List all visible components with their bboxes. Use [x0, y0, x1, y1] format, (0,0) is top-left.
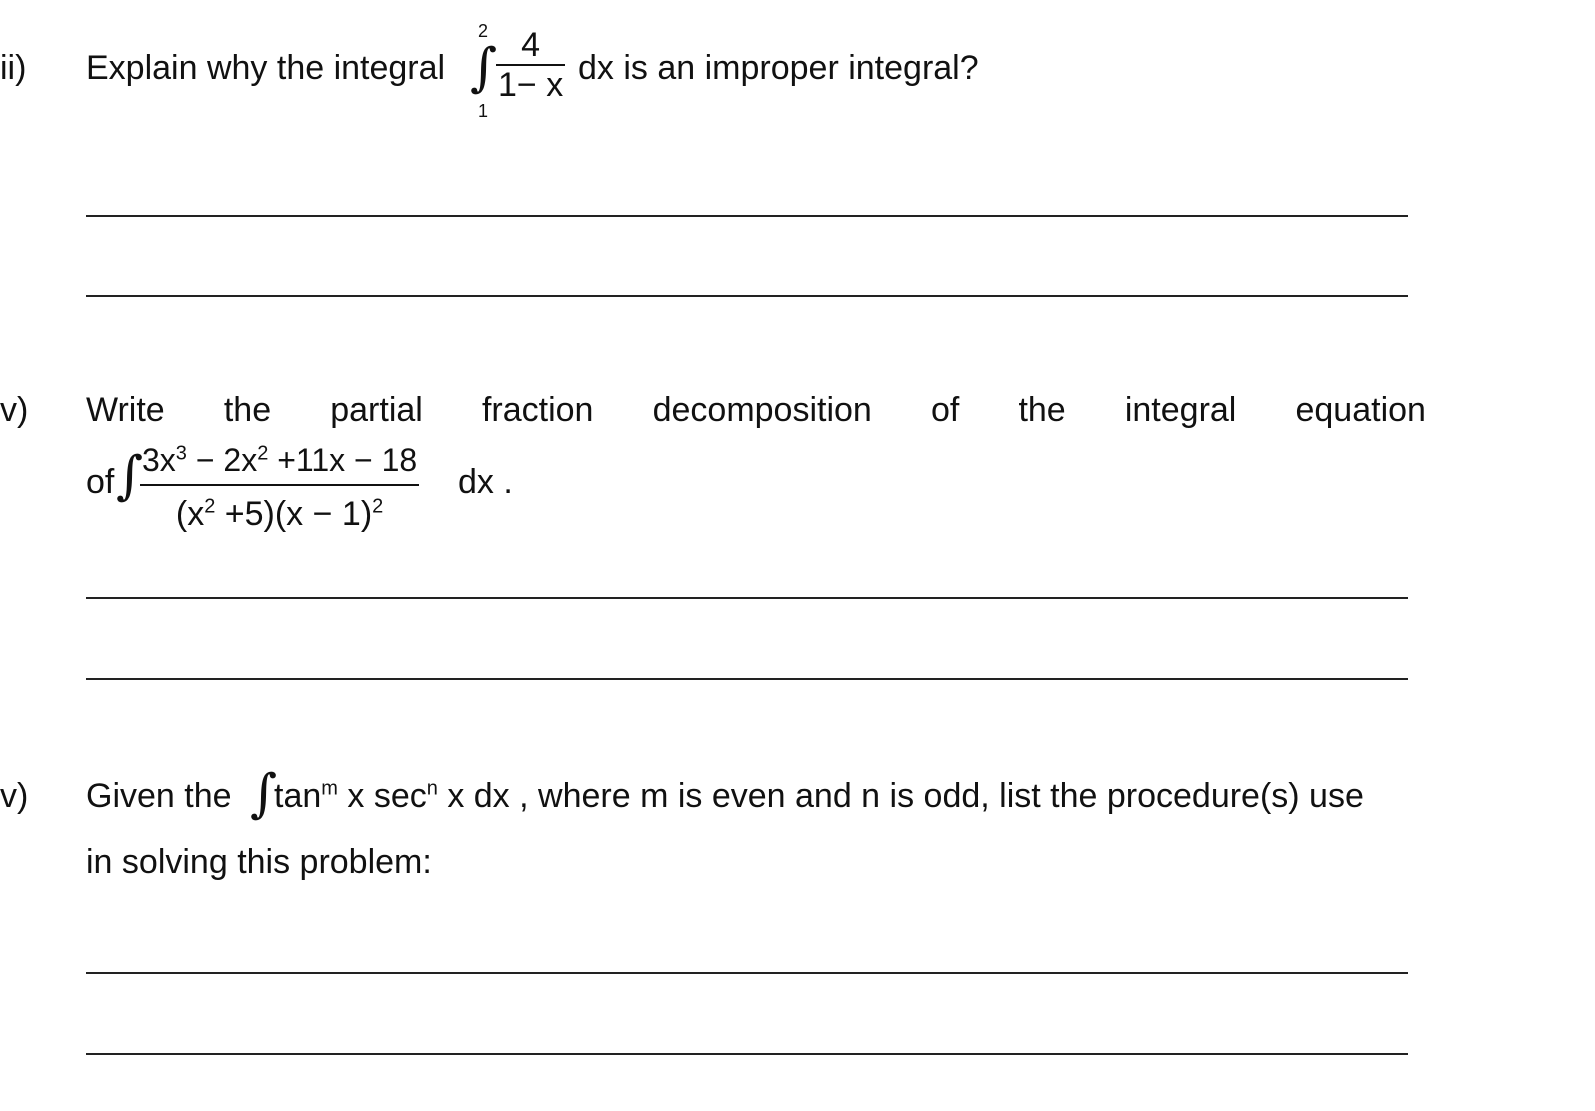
- integral-sign: ∫: [470, 38, 498, 98]
- term: (x: [175, 495, 205, 533]
- integral-sign: ∫: [250, 764, 278, 824]
- answer-line[interactable]: [86, 215, 1408, 217]
- integral-upper-limit: 2: [478, 21, 489, 41]
- term: − 2x: [186, 442, 258, 478]
- question-5-expression: [274, 776, 1364, 816]
- question-3-integral: [468, 18, 588, 121]
- word: the: [223, 391, 272, 429]
- term: 3x: [142, 442, 176, 478]
- answer-line[interactable]: [86, 1053, 1408, 1055]
- exponent: 3: [175, 442, 187, 465]
- word: partial: [330, 391, 423, 429]
- integral-sign: ∫: [116, 446, 144, 506]
- term: tan: [274, 777, 322, 815]
- question-3-text: [86, 48, 445, 88]
- term: +11x − 18: [268, 442, 418, 478]
- term: x sec: [337, 777, 427, 815]
- exponent: m: [321, 777, 338, 800]
- exponent: 2: [204, 495, 216, 518]
- term: +5)(x − 1): [215, 495, 373, 533]
- word: integral: [1124, 391, 1237, 429]
- question-3-prefix: Explain why the integral: [86, 49, 446, 87]
- word: Write: [86, 391, 165, 429]
- exponent: 2: [372, 495, 384, 518]
- word: equation: [1295, 391, 1426, 429]
- question-3-suffix: dx is an improper integral?: [578, 49, 979, 87]
- question-3-label: ii): [0, 49, 27, 87]
- word: fraction: [481, 391, 594, 429]
- fraction-denominator: [140, 484, 419, 534]
- integral-lower-limit: 1: [478, 101, 489, 121]
- exponent: n: [426, 777, 438, 800]
- question-5-line1: [86, 776, 232, 816]
- question-5-line2: in solving this problem:: [86, 843, 432, 881]
- fraction-numerator: 4: [521, 26, 541, 64]
- word: decomposition: [652, 391, 872, 429]
- question-5-prefix: Given the: [86, 777, 232, 815]
- question-4-fraction: [140, 440, 419, 534]
- fraction-numerator: [140, 440, 419, 484]
- question-4-label: v): [0, 391, 29, 429]
- fraction-denominator: 1− x: [498, 66, 564, 104]
- answer-line[interactable]: [86, 295, 1408, 297]
- integral-fraction: [496, 26, 565, 104]
- question-4-of: of: [86, 463, 115, 501]
- exponent: 2: [257, 442, 269, 465]
- answer-line[interactable]: [86, 597, 1408, 599]
- answer-line[interactable]: [86, 678, 1408, 680]
- question-4-line1: [86, 390, 1426, 430]
- answer-line[interactable]: [86, 972, 1408, 974]
- word: the: [1018, 391, 1066, 429]
- question-4-suffix: dx .: [458, 463, 513, 501]
- term: x dx , where m is even and n is odd, list the procedure(s) use: [437, 777, 1364, 815]
- question-5-label: v): [0, 777, 29, 815]
- word: of: [930, 391, 960, 429]
